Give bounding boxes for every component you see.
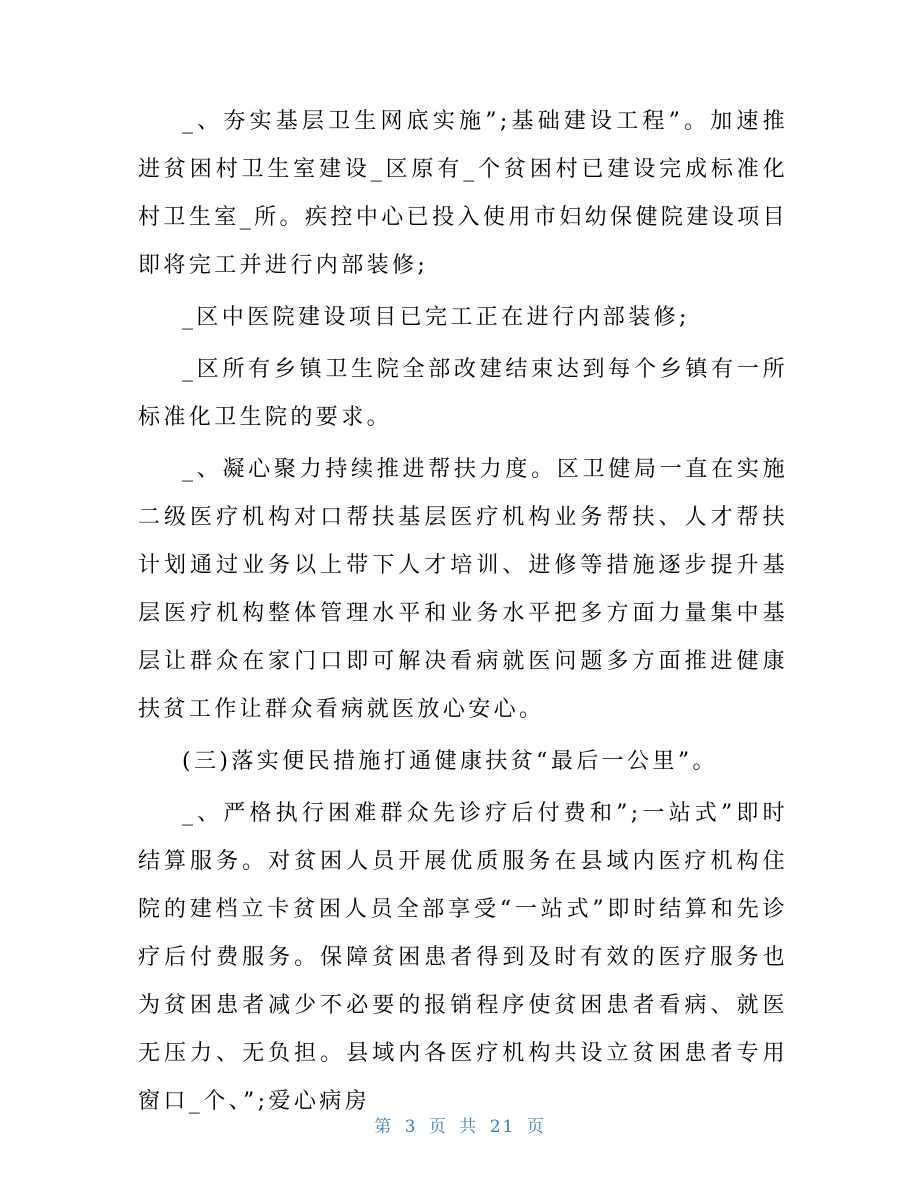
paragraph-5: (三)落实便民措施打通健康扶贫“最后一公里”。 [182,749,718,774]
footer-suffix: 页 [526,1117,546,1137]
paragraph-6: _、严格执行困难群众先诊疗后付费和”;一站式”即时结算服务。对贫困人员开展优质服务在县域内医疗机构住院的建档立卡贫困人员全部享受“一站式”即时结算和先诊疗后付费服务。保障贫困患者得到及时有效的医疗服务也为贫困患者减少不必要的报销程序使贫困患者看病、就医无压力、无负担。县域内各医疗机构共设立贫困患者专用窗口_个、”;爱心病房 [138,801,788,1114]
paragraph-4: _、凝心聚力持续推进帮扶力度。区卫健局一直在实施二级医疗机构对口帮扶基层医疗机构业务帮扶、人才帮扶计划通过业务以上带下人才培训、进修等措施逐步提升基层医疗机构整体管理水平和业务水平把多方面力量集中基层让群众在家门口即可解决看病就医问题多方面推进健康扶贫工作让群众看病就医放心安心。 [138,457,788,722]
footer-total-pages: 21 [489,1117,516,1137]
footer-page-word: 页 [428,1117,448,1137]
footer-total-word: 共 [459,1117,479,1137]
paragraph-1: _、夯实基层卫生网底实施”;基础建设工程”。加速推进贫困村卫生室建设_区原有_个贫困村已建设完成标准化村卫生室_所。疾控中心已投入使用市妇幼保健院建设项目即将完工并进行内部装修; [138,109,788,278]
footer-current-page: 3 [404,1117,418,1137]
paragraph-3: _区所有乡镇卫生院全部改建结束达到每个乡镇有一所标准化卫生院的要求。 [138,357,788,430]
footer-prefix: 第 [374,1117,394,1137]
paragraph-2: _区中医院建设项目已完工正在进行内部装修; [182,305,690,330]
page-footer [0,1112,920,1137]
document-body [138,98,788,1130]
